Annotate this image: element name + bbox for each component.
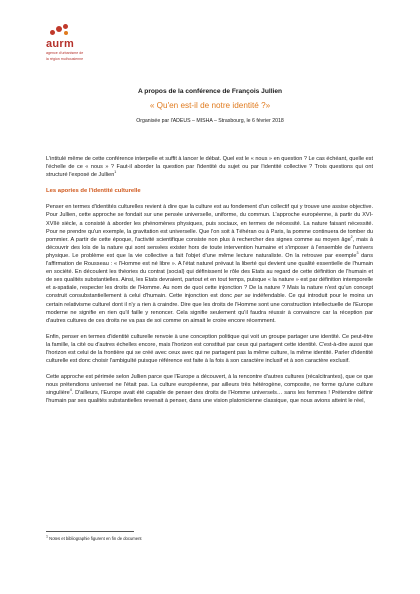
- footnote-divider: [46, 531, 134, 532]
- footnote-number: 1: [46, 534, 48, 539]
- paragraph-text: dans l'affirmation de Rousseau : « l'Homme est né libre ». A l'état naturel prévaut la liberté qui devient une qualité essentielle de l'humain en société. En découlent les théories du contrat (social) qui définissent le rôle des Etats au regard de cette définition de l'humain et de ses qualités substantielles. Ainsi, les Etats devraient, partout et en tout temps, puisque « la nature » est par définition intemporelle et a-spatiale, respecter les droits de l'Homme. Au nom de quoi cette injonction ? De la nature ? Mais la nature n'est qu'un concept construit consubstantiellement à celui d'humain. Cette injonction est donc: [46, 252, 373, 300]
- section-paragraph-2: Enfin, penser en termes d'identité culturelle renvoie à une conception politique qui voit un groupe partager une identité. Ce peut-être la famille, la cité ou d'autres échelles encore, mais l'horizon est constitué par ceux qui partagent cette identité. C'est-à-dire aussi que l'horizon est celui de la frontière qui se créé avec ceux avec qui ne partagent pas la même culture, la même identité. Parler d'identité culturelle est donc choisir l'ambiguïté puisque référence est faite à la fois à son caractère inclusif et à son caractère exclusif.: [46, 333, 373, 365]
- paragraph-text: Cette approche est périmée selon Jullien parce que l'Europe a découvert, à la rencontre d'autres cultures (récalcitrantes), que ce que nous prétendions universel ne l'était pas. La culture européenne, par ailleurs très hétérogène, composite, ne forme qu'une culture singulière: [46, 374, 373, 397]
- italic-term: per se: [234, 293, 251, 300]
- logo-tagline-line-1: agence d'urbanisme de: [46, 51, 84, 55]
- paragraph-text: Penser en termes d'identités culturelles revient à dire que la culture est au fondement d'un collectif qui y trouve une assise objective. Pour Jullien, cette approche se fondait sur une pensée universelle, uniforme, du commun. L'approche européenne, à partir du XVI-XVIIè siècle, a consisté à aborder les phénomènes physiques, puis sociaux, en termes de nécessité. La nature faisant nécessité. Pour ne prendre qu'un exemple, la gravitation est universelle. Que l'on soit à Téhéran ou à Paris, la pomme continuera de tomber du pommier. A partir de cette époque, l'activité scientifique consiste non plus à rechercher des signes comme au moyen âge: [46, 204, 373, 243]
- document-body: [46, 155, 373, 414]
- logo-tagline-line-2: la région mulhousienne: [46, 56, 84, 61]
- aurm-logo: [46, 24, 166, 61]
- intro-paragraph: [46, 155, 373, 179]
- logo-dots-icon: [46, 24, 76, 38]
- document-kicker: A propos de la conférence de François Jullien: [137, 88, 283, 95]
- paragraph-text: , mais à découvrir des lois de la nature qui sont sensées exister hors de toute intervention humaine et s'imposer à l'ensemble de l'univers physique. Le problème est que la vie collective a fait l'objet d'une même lecture naturaliste. On la retrouve par exemple: [46, 236, 373, 259]
- footnote-ref[interactable]: 2: [350, 234, 353, 239]
- footnote: [46, 536, 142, 541]
- footnote-ref[interactable]: 4: [69, 388, 72, 393]
- event-meta: Organisée par l'ADEUS – MISHA – Strasbourg, le 6 février 2018: [136, 118, 284, 124]
- footnote-text: Notes et bibliographie figurent en fin de document: [48, 536, 142, 541]
- footnote-ref[interactable]: 1: [114, 170, 117, 175]
- paragraph-text: . D'ailleurs, l'Europe avait été capable de penser des droits de l'Homme universels… sans les femmes ! Prétendre définir l'humain par ses qualités substantielles revenait à penser, dans une vision platonicienne classique, que nous avions atteint le réel,: [46, 390, 373, 405]
- footnote-ref[interactable]: 3: [356, 251, 359, 256]
- paragraph-text: indéfendable. Ce qui introduit pour le moins un certain relativisme culturel dont il n'y a rien à craindre. Dire que les droits de l'Homme sont une construction intellectuelle de l'Europe moderne ne signifie en rien qu'il faille y renoncer. Cela signifie seulement qu'il faudra réussir à convaincre car la réception par d'autres cultures de ces droits ne va pas de soi comme on aimait le croire encore récemment.: [46, 293, 373, 324]
- document-title: « Qu'en est-il de notre identité ?»: [149, 101, 271, 110]
- section-paragraph-3: [46, 373, 373, 405]
- intro-text: L'intitulé même de cette conférence interpelle et suffit à lancer le débat. Quel est le « nous » en question ? Le cas échéant, quelle est l'échelle de ce « nous » ? Faut-il aborder la question par l'identité du sujet ou par l'identité collective ? Trois questions qui ont structuré l'exposé de Jullien: [46, 156, 373, 179]
- section-heading: Les apories de l'identité culturelle: [46, 188, 141, 195]
- section-paragraph-1: [46, 203, 373, 324]
- logo-wordmark: aurm: [46, 38, 75, 50]
